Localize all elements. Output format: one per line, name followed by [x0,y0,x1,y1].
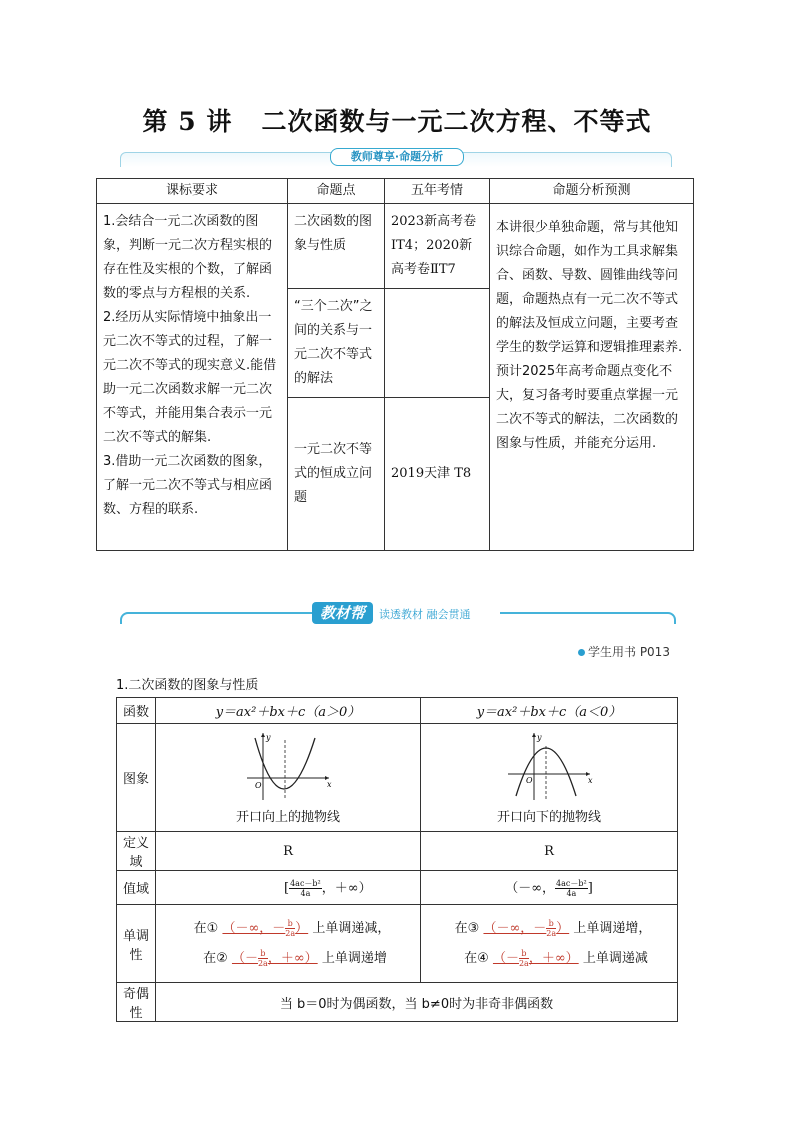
mono-up-2: 在② （－ $\frac{b}{2a}$ ，＋∞） 上单调递增 [203,948,387,968]
label-parity: 奇偶性 [117,983,156,1022]
x-axis-label: x [588,776,593,785]
graph-down-cell [421,724,678,832]
range-down: （－∞， $\frac{\text{4ac－b²}}{4a}$ ] [421,871,678,905]
analysis-cell: 本讲很少单独命题，常与其他知识综合命题，如作为工具求解集合、函数、导数、圆锥曲线等问题，命题热点有一元二次不等式的解法及恒成立问题，主要考查学生的数学运算和逻辑推理素养.预计2025年高考命题点变化不大，复习备考时要重点掌握一元二次不等式的解法，二次函数的图象与性质，并能充分运用. [490,204,694,551]
func-up: y＝ax²＋bx＋c（a＞0） [156,698,421,724]
domain-down: R [421,832,678,871]
analysis-table [96,178,694,551]
y-axis-label: y [537,733,542,742]
caption-down: 开口向下的抛物线 [496,810,601,825]
point-cell-2: “三个二次”之间的关系与一元二次不等式的解法 [288,289,385,398]
point-cell-3: 一元二次不等式的恒成立问题 [288,398,385,551]
label-mono: 单调性 [117,905,156,983]
mono-down [421,905,678,983]
range-up: [ $\frac{\text{4ac－b²}}{4a}$ ，＋∞） [156,871,421,905]
requirements-cell: 1.会结合一元二次函数的图象，判断一元二次方程实根的存在性及实根的个数，了解函数的零点与方程根的关系. 2.经历从实际情境中抽象出一元二次不等式的过程，了解一元二次不等式的现实意义.能借助一元二次函数求解一元二次不等式，并能用集合表示一元二次不等式的解集. 3.借助一元二次函数的图象，了解一元二次不等式与相应函数、方程的联系. [97,204,288,551]
textbook-banner [120,602,676,626]
blank-3: （－∞，－ $\frac{b}{2a}$ ） [483,918,570,938]
label-func: 函数 [117,698,156,724]
parity-cell: 当 b＝0时为偶函数，当 b≠0时为非奇非偶函数 [156,983,678,1022]
label-graph: 图象 [117,724,156,832]
y-axis-label: y [266,733,271,742]
blank-1: （－∞，－ $\frac{b}{2a}$ ） [222,918,309,938]
domain-up: R [156,832,421,871]
header-point: 命题点 [288,179,385,204]
student-book-ref: 学生用书 P013 [578,643,670,660]
label-range: 值域 [117,871,156,905]
dot-icon [578,649,585,656]
textbook-sub: 读透教材 融会贯通 [379,608,471,621]
teacher-banner [120,148,672,170]
label-domain: 定义域 [117,832,156,871]
point-cell-1: 二次函数的图象与性质 [288,204,385,289]
header-exam: 五年考情 [385,179,490,204]
blank-2: （－ $\frac{b}{2a}$ ，＋∞） [231,948,318,968]
x-axis-label: x [327,780,332,789]
header-requirements: 课标要求 [97,179,288,204]
parabola-down-graph [504,730,594,802]
graph-up-cell [156,724,421,832]
mono-up [156,905,421,983]
section-heading: 1.二次函数的图象与性质 [116,678,259,693]
page-title: 第 5 讲 二次函数与一元二次方程、不等式 [142,107,652,136]
caption-up: 开口向上的抛物线 [235,810,340,825]
teacher-banner-label: 教师尊享·命题分析 [330,148,464,166]
func-down: y＝ax²＋bx＋c（a＜0） [421,698,678,724]
mono-down-1: 在③ （－∞，－ $\frac{b}{2a}$ ） 上单调递增， [454,918,652,938]
exam-cell-3: 2019天津 T8 [385,398,490,551]
blank-4: （－ $\frac{b}{2a}$ ，＋∞） [492,948,579,968]
quadratic-properties-table [116,697,678,1022]
origin-label: O [255,781,262,790]
exam-cell-1: 2023新高考卷ⅠT4；2020新高考卷ⅡT7 [385,204,490,289]
parabola-up-graph [243,730,333,802]
header-analysis: 命题分析预测 [490,179,694,204]
mono-up-1: 在① （－∞，－ $\frac{b}{2a}$ ） 上单调递减， [193,918,391,938]
mono-down-2: 在④ （－ $\frac{b}{2a}$ ，＋∞） 上单调递减 [464,948,648,968]
origin-label: O [526,776,533,785]
exam-cell-2 [385,289,490,398]
textbook-tag: 教材帮 [312,602,373,624]
